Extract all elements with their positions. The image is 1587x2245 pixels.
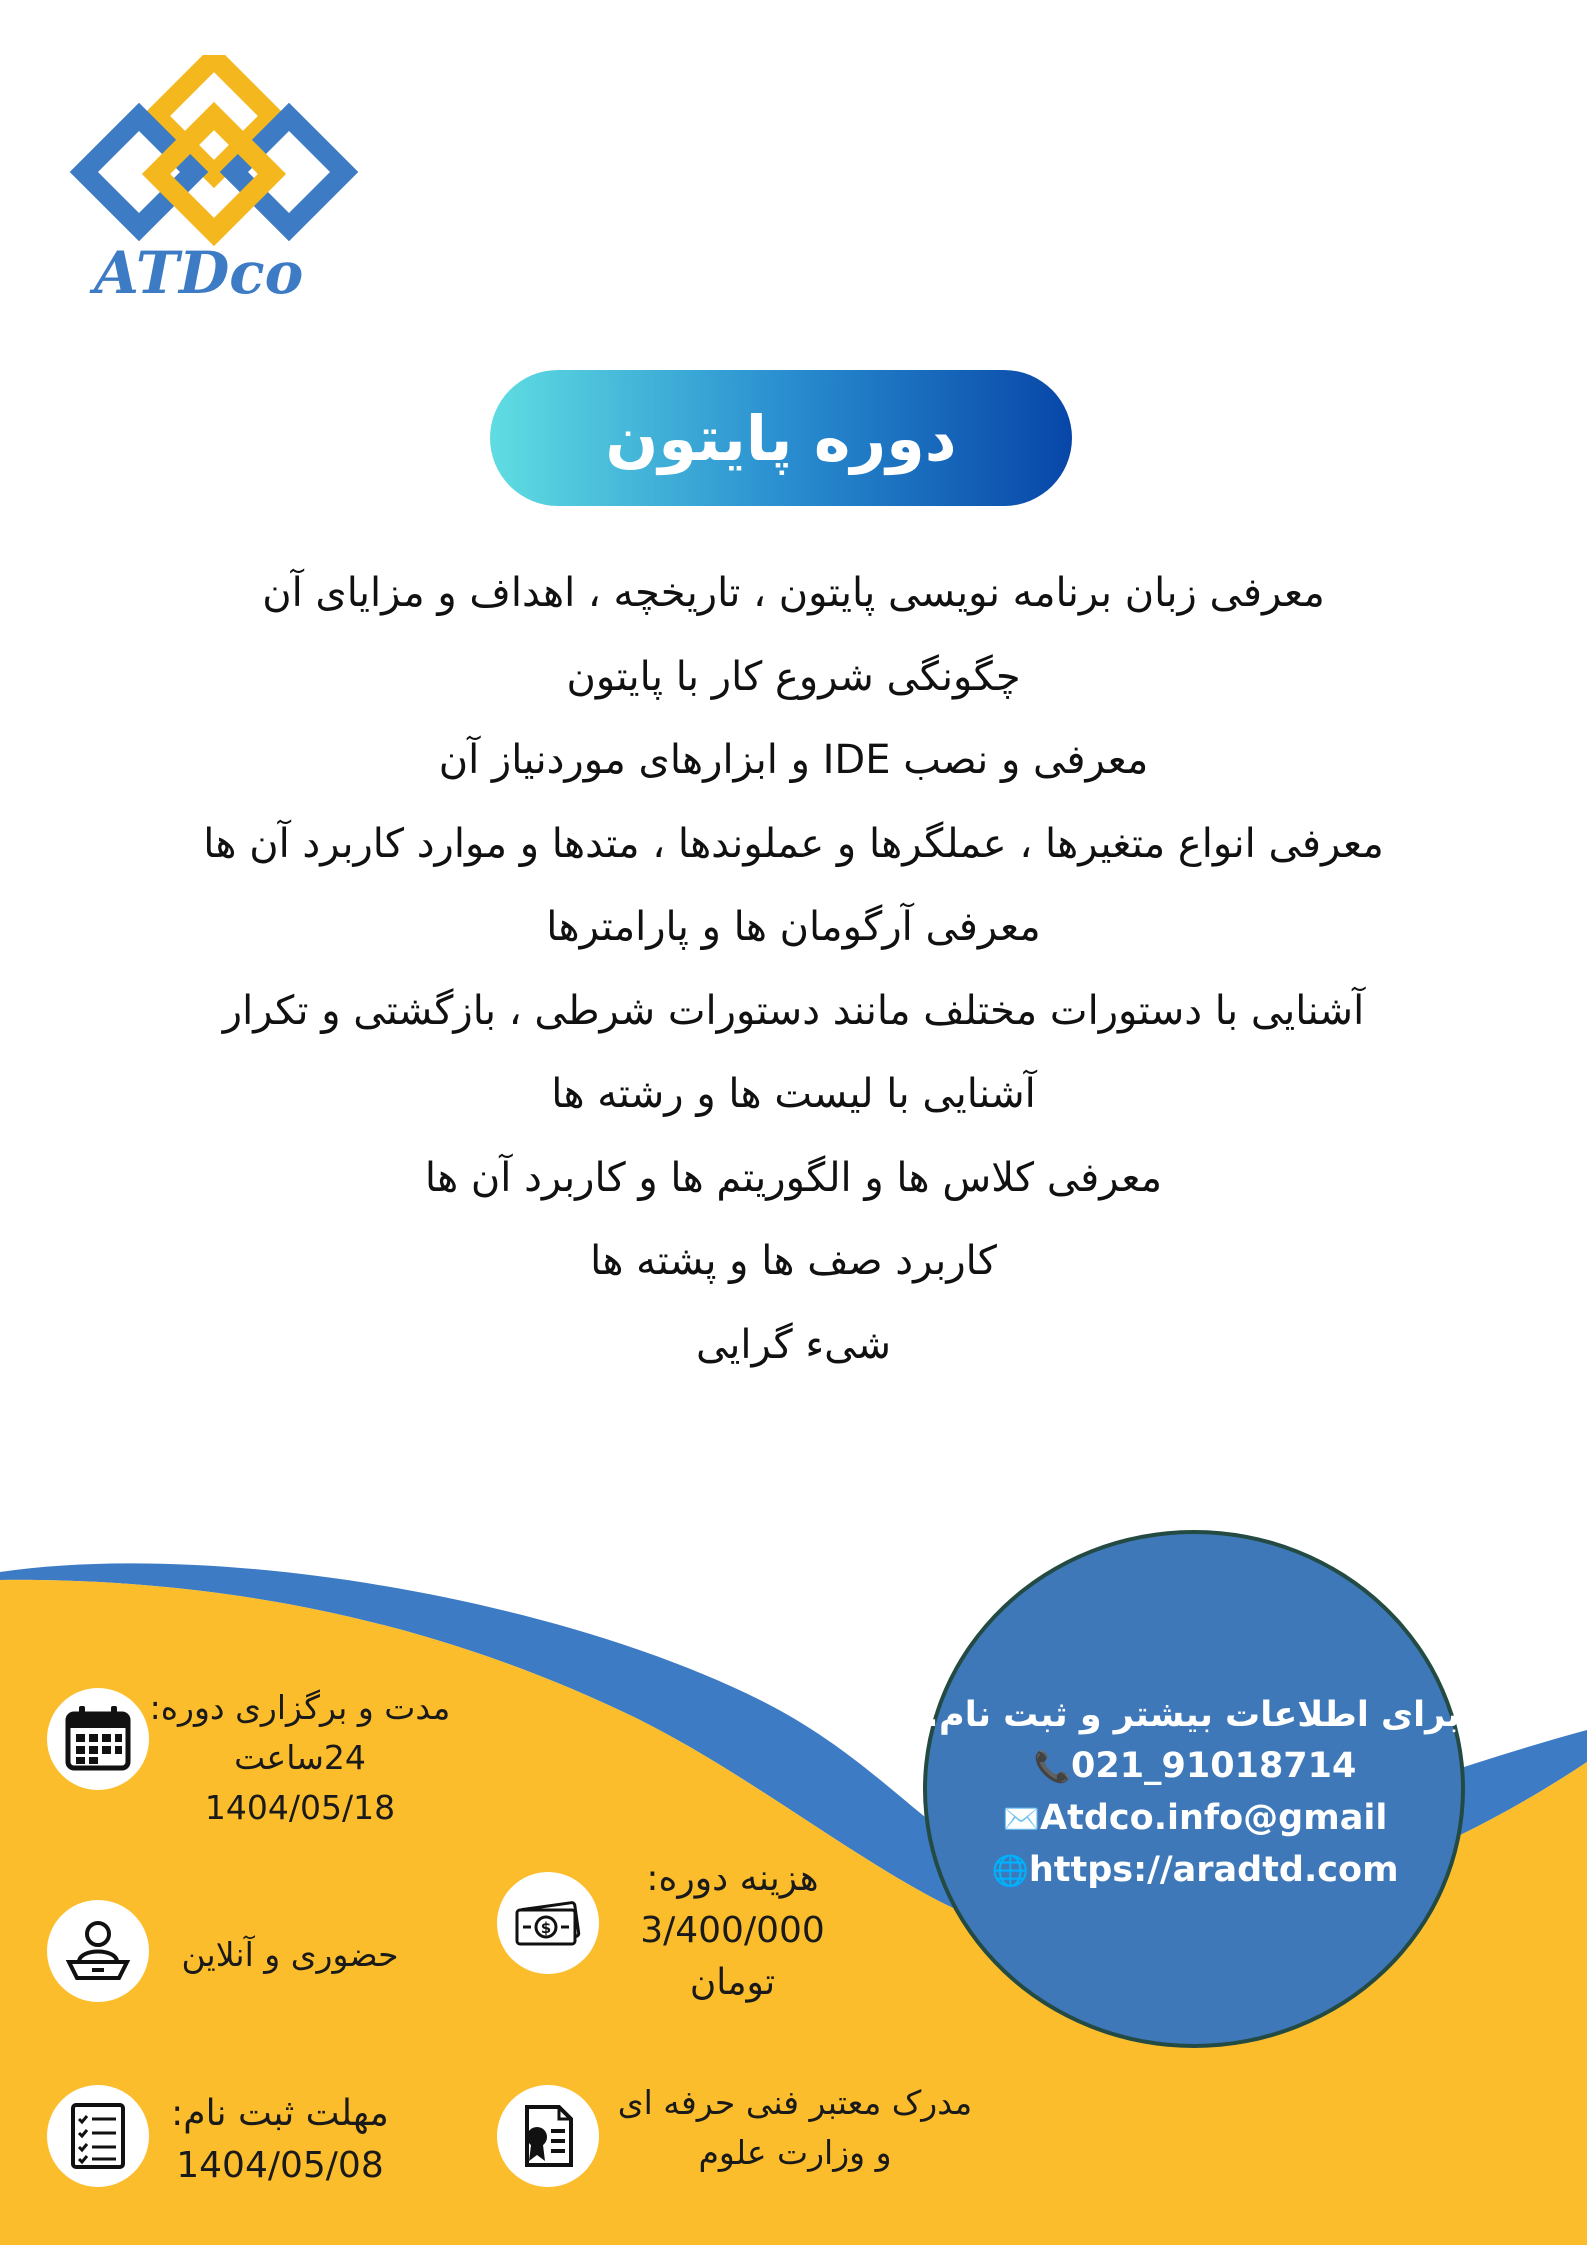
topic-item: معرفی کلاس ها و الگوریتم ها و کاربرد آن ها <box>424 1154 1163 1201</box>
contact-title: برای اطلاعات بیشتر و ثبت نام: <box>925 1695 1460 1735</box>
topic-item: معرفی آرگومان ها و پارامترها <box>546 904 1041 950</box>
contact-info <box>925 1690 1460 1897</box>
checklist-icon <box>47 2085 149 2187</box>
topic-item: کاربرد صف ها و پشته ها <box>590 1238 997 1284</box>
course-title: دوره پایتون <box>605 401 957 475</box>
deadline-info <box>140 2088 420 2192</box>
duration-label: مدت و برگزاری دوره: <box>149 1688 451 1727</box>
certificate-line1: مدرک معتبر فنی حرفه ای <box>617 2083 973 2122</box>
contact-email-row[interactable] <box>930 1793 1460 1845</box>
mode-text: حضوری و آنلاین <box>181 1935 399 1974</box>
topic-item: آشنایی با دستورات مختلف مانند دستورات شرطی ، بازگشتی و تکرار <box>222 987 1365 1034</box>
globe-icon: 🌐 <box>991 1854 1029 1889</box>
price-info <box>600 1853 865 2009</box>
phone-icon: 📞 <box>1033 1750 1071 1785</box>
topic-list <box>0 552 1587 1387</box>
atdco-logo <box>60 55 370 305</box>
deadline-label: مهلت ثبت نام: <box>171 2093 389 2134</box>
certificate-info <box>595 2078 995 2178</box>
topic-item: معرفی زبان برنامه نویسی پایتون ، تاریخچه ، اهداف و مزایای آن <box>262 570 1325 616</box>
course-title-banner <box>490 370 1072 506</box>
certificate-line2: و وزارت علوم <box>698 2133 892 2172</box>
price-amount: 3/400/000 <box>640 1910 825 1951</box>
contact-phone-row[interactable] <box>930 1741 1460 1793</box>
topic-item: شیء گرایی <box>695 1321 892 1368</box>
topic-item: معرفی و نصب IDE و ابزارهای موردنیاز آن <box>438 737 1149 783</box>
contact-email[interactable]: Atdco.info@gmail <box>1040 1798 1388 1838</box>
money-icon <box>497 1872 599 1974</box>
duration-hours: 24ساعت <box>234 1738 366 1777</box>
online-user-icon <box>47 1900 149 2002</box>
topic-item: معرفی انواع متغیرها ، عملگرها و عملوندها ، متدها و موارد کاربرد آن ها <box>203 820 1384 867</box>
contact-phone[interactable]: 021_91018714 <box>1070 1746 1357 1786</box>
calendar-icon <box>47 1688 149 1790</box>
email-icon: ✉️ <box>1002 1802 1041 1837</box>
price-label: هزینه دوره: <box>646 1858 819 1899</box>
topic-item: آشنایی با لیست ها و رشته ها <box>551 1071 1036 1117</box>
contact-website-row[interactable] <box>930 1845 1460 1897</box>
certificate-icon <box>497 2085 599 2187</box>
deadline-date: 1404/05/08 <box>176 2145 384 2186</box>
price-unit: تومان <box>689 1962 776 2003</box>
duration-date: 1404/05/18 <box>204 1788 396 1827</box>
contact-website[interactable]: https://aradtd.com <box>1028 1850 1399 1890</box>
mode-info <box>150 1930 430 1980</box>
logo-wordmark: ATDco <box>94 239 304 305</box>
duration-info <box>140 1683 460 1833</box>
svg-text:$: $ <box>540 1919 552 1937</box>
topic-item: چگونگی شروع کار با پایتون <box>566 653 1021 700</box>
